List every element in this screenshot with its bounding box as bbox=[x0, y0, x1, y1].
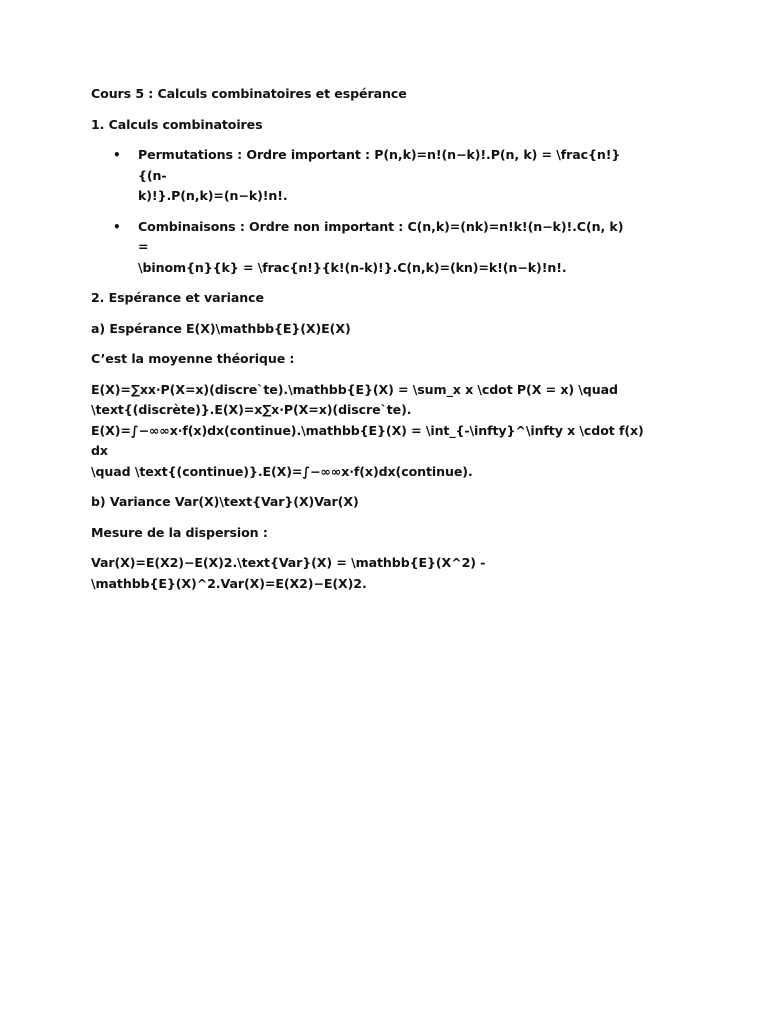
list-item-permutations bbox=[91, 145, 628, 207]
section-heading-combinatorics: 1. Calculs combinatoires bbox=[91, 116, 263, 132]
document-title: Cours 5 : Calculs combinatoires et espérance bbox=[91, 86, 407, 101]
document-body bbox=[91, 84, 651, 604]
combinatorics-list bbox=[91, 145, 651, 278]
list-item-combinaisons bbox=[91, 217, 628, 279]
expectation-formula bbox=[91, 380, 651, 483]
subheading-variance: b) Variance Var(X)\text{Var}(X)Var(X) bbox=[91, 494, 359, 509]
permutations-line-2: k)!}.P(n,k)=(n−k)!n!. bbox=[138, 188, 288, 203]
combinaisons-line-1: Combinaisons : Ordre non important : C(n,k)=(nk)=n!k!(n−k)!.C(n, k) = bbox=[138, 218, 624, 254]
subheading-expectation: a) Espérance E(X)\mathbb{E}(X)E(X) bbox=[91, 320, 351, 336]
section-heading-expectation-variance: 2. Espérance et variance bbox=[91, 290, 264, 305]
variance-intro: Mesure de la dispersion : bbox=[91, 524, 268, 540]
variance-formula bbox=[91, 553, 651, 594]
variance-formula-line-2: \mathbb{E}(X)^2.Var(X)=E(X2)−E(X)2. bbox=[91, 575, 367, 591]
bullet-icon: • bbox=[113, 219, 121, 234]
expectation-intro: C’est la moyenne théorique : bbox=[91, 351, 295, 366]
bullet-icon: • bbox=[113, 148, 121, 162]
permutations-line-1: Permutations : Ordre important : P(n,k)=n!(n−k)!.P(n, k) = \frac{n!}{(n- bbox=[138, 147, 621, 183]
expectation-formula-line-2: \text{(discrète)}.E(X)=x∑x⋅P(X=x)(discre`te). bbox=[91, 402, 412, 417]
variance-formula-line-1: Var(X)=E(X2)−E(X)2.\text{Var}(X) = \mathbb{E}(X^2) - bbox=[91, 555, 486, 570]
expectation-formula-line-3: E(X)=∫−∞∞x⋅f(x)dx(continue).\mathbb{E}(X) = \int_{-\infty}^\infty x \cdot f(x) dx bbox=[91, 422, 644, 458]
expectation-formula-line-4: \quad \text{(continue)}.E(X)=∫−∞∞x⋅f(x)dx(continue). bbox=[91, 463, 473, 479]
combinaisons-line-2: \binom{n}{k} = \frac{n!}{k!(n-k)!}.C(n,k)=(kn)=k!(n−k)!n!. bbox=[138, 259, 567, 275]
expectation-formula-line-1: E(X)=∑xx⋅P(X=x)(discre`te).\mathbb{E}(X) = \sum_x x \cdot P(X = x) \quad bbox=[91, 381, 618, 397]
